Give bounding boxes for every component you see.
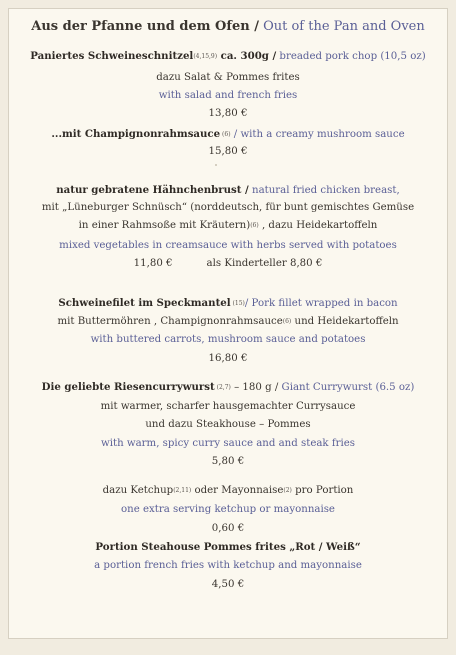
title-english: Out of the Pan and Oven	[258, 19, 425, 34]
item-schnitzel-price: 13,80 €	[208, 108, 248, 119]
allergen-note: (6)	[220, 131, 231, 138]
item-schnitzel-variant: ...mit Champignonrahmsauce (6) / with a creamy mushroom sauce	[51, 128, 405, 140]
extra-fries-en: a portion french fries with ketchup and mayonnaise	[94, 560, 362, 571]
item-schnitzel-sides-de: dazu Salat & Pommes frites	[156, 72, 300, 83]
allergen-note: (2)	[283, 487, 292, 494]
allergen-note: (2,7)	[214, 384, 231, 391]
item-chicken-name: natur gebratene Hähnchenbrust / natural fried chicken breast,	[56, 184, 400, 196]
item-pork-fillet-price: 16,80 €	[208, 353, 248, 364]
item-currywurst-desc-en: with warm, spicy curry sauce and and steak fries	[101, 438, 355, 449]
extra-sauce: dazu Ketchup(2,11) oder Mayonnaise(2) pro Portion	[102, 485, 354, 496]
item-schnitzel-name: Paniertes Schweineschnitzel(4,15,9) ca. 300g / breaded pork chop (10,5 oz)	[30, 50, 426, 62]
page-title	[9, 19, 447, 34]
item-chicken-desc2: in einer Rahmsoße mit Kräutern)(6) , dazu Heidekartoffeln	[78, 220, 378, 231]
item-pork-fillet-desc1: mit Buttermöhren , Champignonrahmsauce(6) und Heidekartoffeln	[57, 316, 399, 327]
item-currywurst-price: 5,80 €	[211, 456, 245, 467]
extra-sauce-price: 0,60 €	[211, 523, 245, 534]
item-chicken-desc-en: mixed vegetables in creamsauce with herbs served with potatoes	[59, 240, 397, 251]
allergen-note: (4,15,9)	[193, 53, 218, 60]
item-chicken-price: 11,80 €	[133, 258, 173, 269]
title-german: Aus der Pfanne und dem Ofen /	[31, 19, 259, 34]
item-chicken-prices	[9, 257, 447, 271]
item-chicken-kids-price: als Kinderteller 8,80 €	[206, 258, 323, 269]
item-schnitzel-sides-en: with salad and french fries	[158, 90, 298, 101]
decorative-dot	[215, 164, 217, 166]
item-schnitzel-variant-price: 15,80 €	[208, 146, 248, 157]
item-pork-fillet-desc-en: with buttered carrots, mushroom sauce and potatoes	[90, 334, 366, 345]
allergen-note: (6)	[282, 318, 292, 325]
menu-page	[8, 8, 448, 639]
allergen-note: (6)	[250, 222, 259, 229]
allergen-note: (2,11)	[173, 487, 192, 494]
item-pork-fillet-name: Schweinefilet im Speckmantel (15)/ Pork fillet wrapped in bacon	[58, 297, 398, 309]
allergen-note: (15)	[230, 300, 245, 307]
item-chicken-desc1: mit „Lüneburger Schnüsch“ (norddeutsch, für bunt gemischtes Gemüse	[41, 202, 415, 213]
item-currywurst-name: Die geliebte Riesencurrywurst (2,7) – 180 g / Giant Currywurst (6.5 oz)	[41, 381, 415, 393]
extra-fries-price: 4,50 €	[211, 579, 245, 590]
item-currywurst-desc1: mit warmer, scharfer hausgemachter Currysauce	[100, 401, 356, 412]
extra-sauce-en: one extra serving ketchup or mayonnaise	[121, 504, 335, 515]
extra-fries-name: Portion Steahouse Pommes frites „Rot / Weiß“	[95, 541, 361, 553]
item-currywurst-desc2: und dazu Steakhouse – Pommes	[145, 419, 311, 430]
